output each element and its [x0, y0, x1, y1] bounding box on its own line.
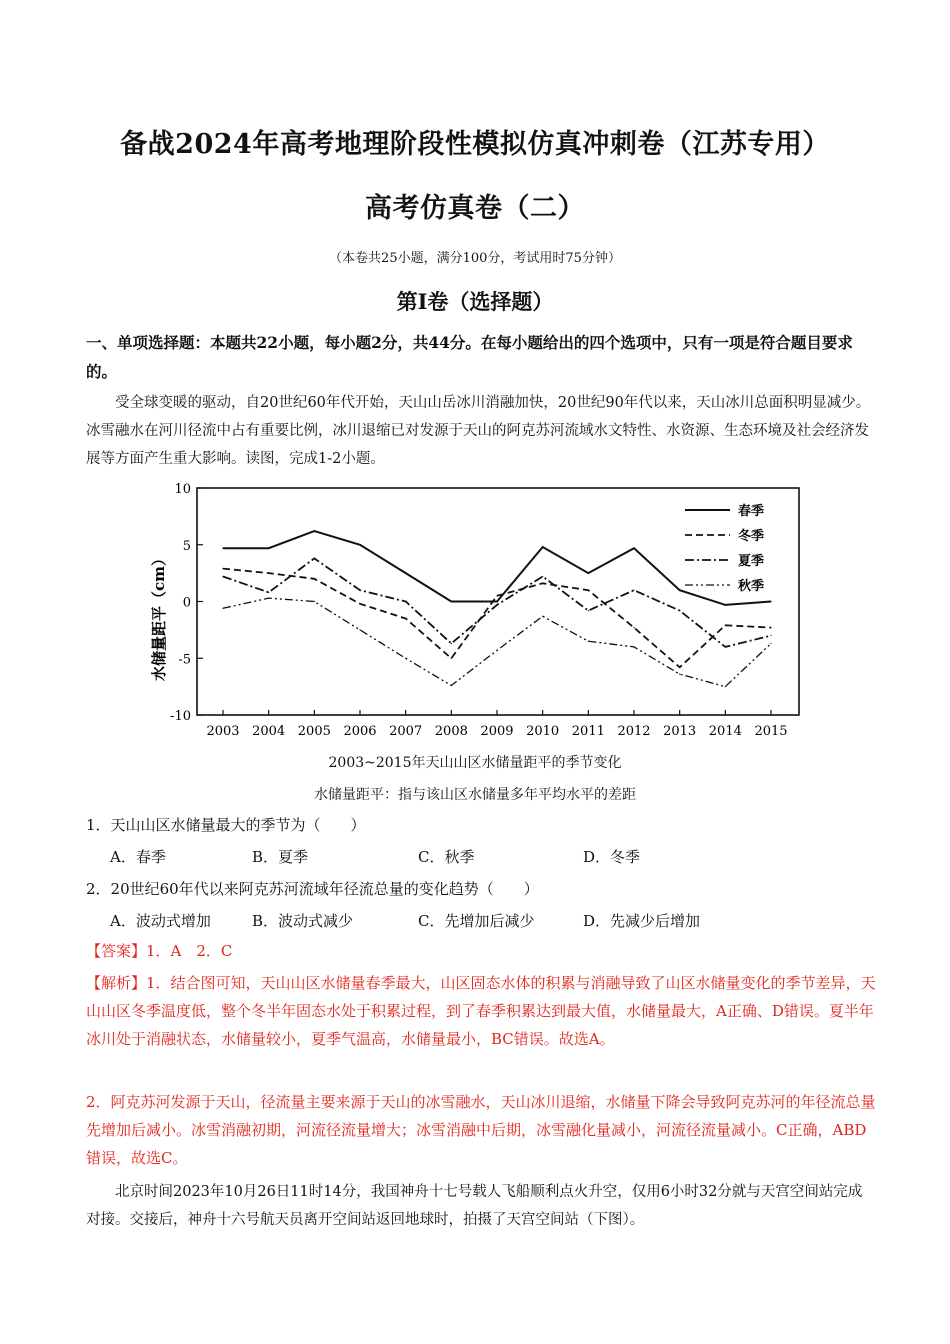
question-2-option-c[interactable]: C．先增加后减少	[418, 912, 535, 930]
data-point	[496, 604, 497, 605]
passage-glacier: 受全球变暖的驱动，自20世纪60年代开始，天山山岳冰川消融加快，20世纪90年代以来，天山冰川总面积明显减少。冰雪融水在河川径流中占有重要比例，冰川退缩已对发源于天山的阿克苏河流域水文特性、水资源、生态环境及社会经济发展等方面产生重大影响。读图，完成1-2小题。	[86, 395, 871, 467]
x-tick-label: 2014	[708, 724, 742, 739]
answer-key: 【答案】1．A 2．C	[86, 942, 233, 960]
data-point	[268, 573, 269, 574]
data-point	[451, 643, 452, 644]
data-point	[359, 603, 360, 604]
data-point	[314, 531, 315, 532]
x-tick-label: 2003	[206, 724, 240, 739]
data-point	[222, 576, 223, 577]
data-point	[542, 576, 543, 577]
data-point	[496, 650, 497, 651]
data-point	[588, 641, 589, 642]
data-point	[268, 597, 269, 598]
data-point	[725, 604, 726, 605]
data-point	[588, 590, 589, 591]
x-tick-label: 2004	[252, 724, 286, 739]
series-line-1	[223, 531, 771, 605]
chart-note: 水储量距平：指与该山区水储量多年平均水平的差距	[314, 787, 636, 803]
data-point	[770, 627, 771, 628]
y-tick-label: 10	[174, 482, 191, 497]
x-tick-label: 2010	[526, 724, 560, 739]
y-tick-label: -5	[178, 652, 191, 668]
question-1-option-c[interactable]: C．秋季	[418, 848, 475, 866]
data-point	[679, 667, 680, 668]
section-heading: 第I卷（选择题）	[396, 289, 554, 314]
data-point	[451, 658, 452, 659]
data-point	[222, 608, 223, 609]
series-line-3	[223, 558, 771, 647]
data-point	[314, 558, 315, 559]
y-tick-label: -10	[170, 709, 191, 724]
x-tick-label: 2005	[297, 724, 331, 739]
y-tick-label: 0	[182, 595, 191, 611]
question-1-option-a[interactable]: A．春季	[110, 848, 166, 866]
question-2-stem: 2．20世纪60年代以来阿克苏河流域年径流总量的变化趋势（ ）	[86, 880, 539, 898]
data-point	[542, 546, 543, 547]
data-point	[633, 646, 634, 647]
legend-label-3: 夏季	[738, 554, 765, 569]
y-tick-label: 5	[182, 538, 191, 554]
data-point	[405, 618, 406, 619]
data-point	[359, 590, 360, 591]
data-point	[222, 548, 223, 549]
data-point	[633, 590, 634, 591]
analysis-2: 2．阿克苏河发源于天山，径流量主要来源于天山的冰雪融水，天山冰川退缩，水储量下降会导致阿克苏河的年径流总量先增加后减小。冰雪消融初期，河流径流量增大；冰雪消融中后期，冰雪融化量减小，河流径流量减小。C正确，ABD错误，故选C。	[86, 1093, 876, 1167]
legend-label-2: 冬季	[738, 529, 765, 544]
exam-title: 备战2024年高考地理阶段性模拟仿真冲刺卷（江苏专用）	[120, 129, 830, 160]
data-point	[770, 601, 771, 602]
data-point	[725, 625, 726, 626]
x-tick-label: 2009	[480, 724, 514, 739]
data-point	[314, 601, 315, 602]
data-point	[679, 590, 680, 591]
data-point	[496, 601, 497, 602]
chart-title: 2003~2015年天山山区水储量距平的季节变化	[328, 755, 622, 771]
question-1-stem: 1．天山山区水储量最大的季节为（ ）	[86, 816, 366, 834]
x-tick-label: 2006	[343, 724, 377, 739]
instruction: 一、单项选择题：本题共22小题，每小题2分，共44分。在每小题给出的四个选项中，只有一项是符合题目要求的。	[86, 333, 853, 381]
data-point	[496, 595, 497, 596]
question-2-option-d[interactable]: D．先减少后增加	[583, 912, 701, 930]
legend-label-1: 春季	[738, 504, 765, 519]
question-2-option-b[interactable]: B．波动式减少	[252, 912, 354, 930]
exam-meta: （本卷共25小题，满分100分，考试用时75分钟）	[329, 251, 621, 266]
chart-ylabel: 水储量距平（cm）	[150, 550, 168, 682]
legend-label-4: 秋季	[738, 579, 765, 594]
x-tick-label: 2015	[754, 724, 788, 739]
data-point	[222, 568, 223, 569]
data-point	[770, 643, 771, 644]
series-line-4	[223, 598, 771, 687]
data-point	[359, 629, 360, 630]
x-tick-label: 2011	[571, 724, 605, 739]
data-point	[542, 583, 543, 584]
data-point	[633, 627, 634, 628]
data-point	[314, 578, 315, 579]
data-point	[725, 686, 726, 687]
x-tick-label: 2008	[434, 724, 468, 739]
data-point	[268, 548, 269, 549]
data-point	[679, 610, 680, 611]
x-tick-label: 2007	[389, 724, 423, 739]
data-point	[679, 674, 680, 675]
data-point	[405, 601, 406, 602]
data-point	[588, 610, 589, 611]
data-point	[451, 601, 452, 602]
line-chart	[140, 478, 820, 746]
data-point	[725, 646, 726, 647]
passage-spacecraft: 北京时间2023年10月26日11时14分，我国神舟十七号载人飞船顺利点火升空，仅用6小时32分就与天宫空间站完成对接。交接后，神舟十六号航天员离开空间站返回地球时，拍摄了天宫空间站（下图）。	[86, 1184, 863, 1228]
question-2-option-a[interactable]: A．波动式增加	[110, 912, 211, 930]
data-point	[405, 573, 406, 574]
data-point	[633, 548, 634, 549]
question-1-option-d[interactable]: D．冬季	[583, 848, 641, 866]
data-point	[542, 616, 543, 617]
data-point	[770, 635, 771, 636]
x-tick-label: 2012	[617, 724, 651, 739]
analysis-1: 【解析】1．结合图可知，天山山区水储量春季最大，山区固态水体的积累与消融导致了山区水储量变化的季节差异，天山山区冬季温度低，整个冬半年固态水处于积累过程，到了春季积累达到最大值，水储量最大，A正确、D错误。夏半年冰川处于消融状态，水储量较小，夏季气温高，水储量最小，BC错误。故选A。	[86, 974, 876, 1048]
question-1-option-b[interactable]: B．夏季	[252, 848, 309, 866]
x-tick-label: 2013	[663, 724, 697, 739]
data-point	[268, 592, 269, 593]
data-point	[451, 685, 452, 686]
exam-subtitle: 高考仿真卷（二）	[365, 193, 585, 224]
data-point	[405, 658, 406, 659]
data-point	[359, 544, 360, 545]
data-point	[588, 573, 589, 574]
